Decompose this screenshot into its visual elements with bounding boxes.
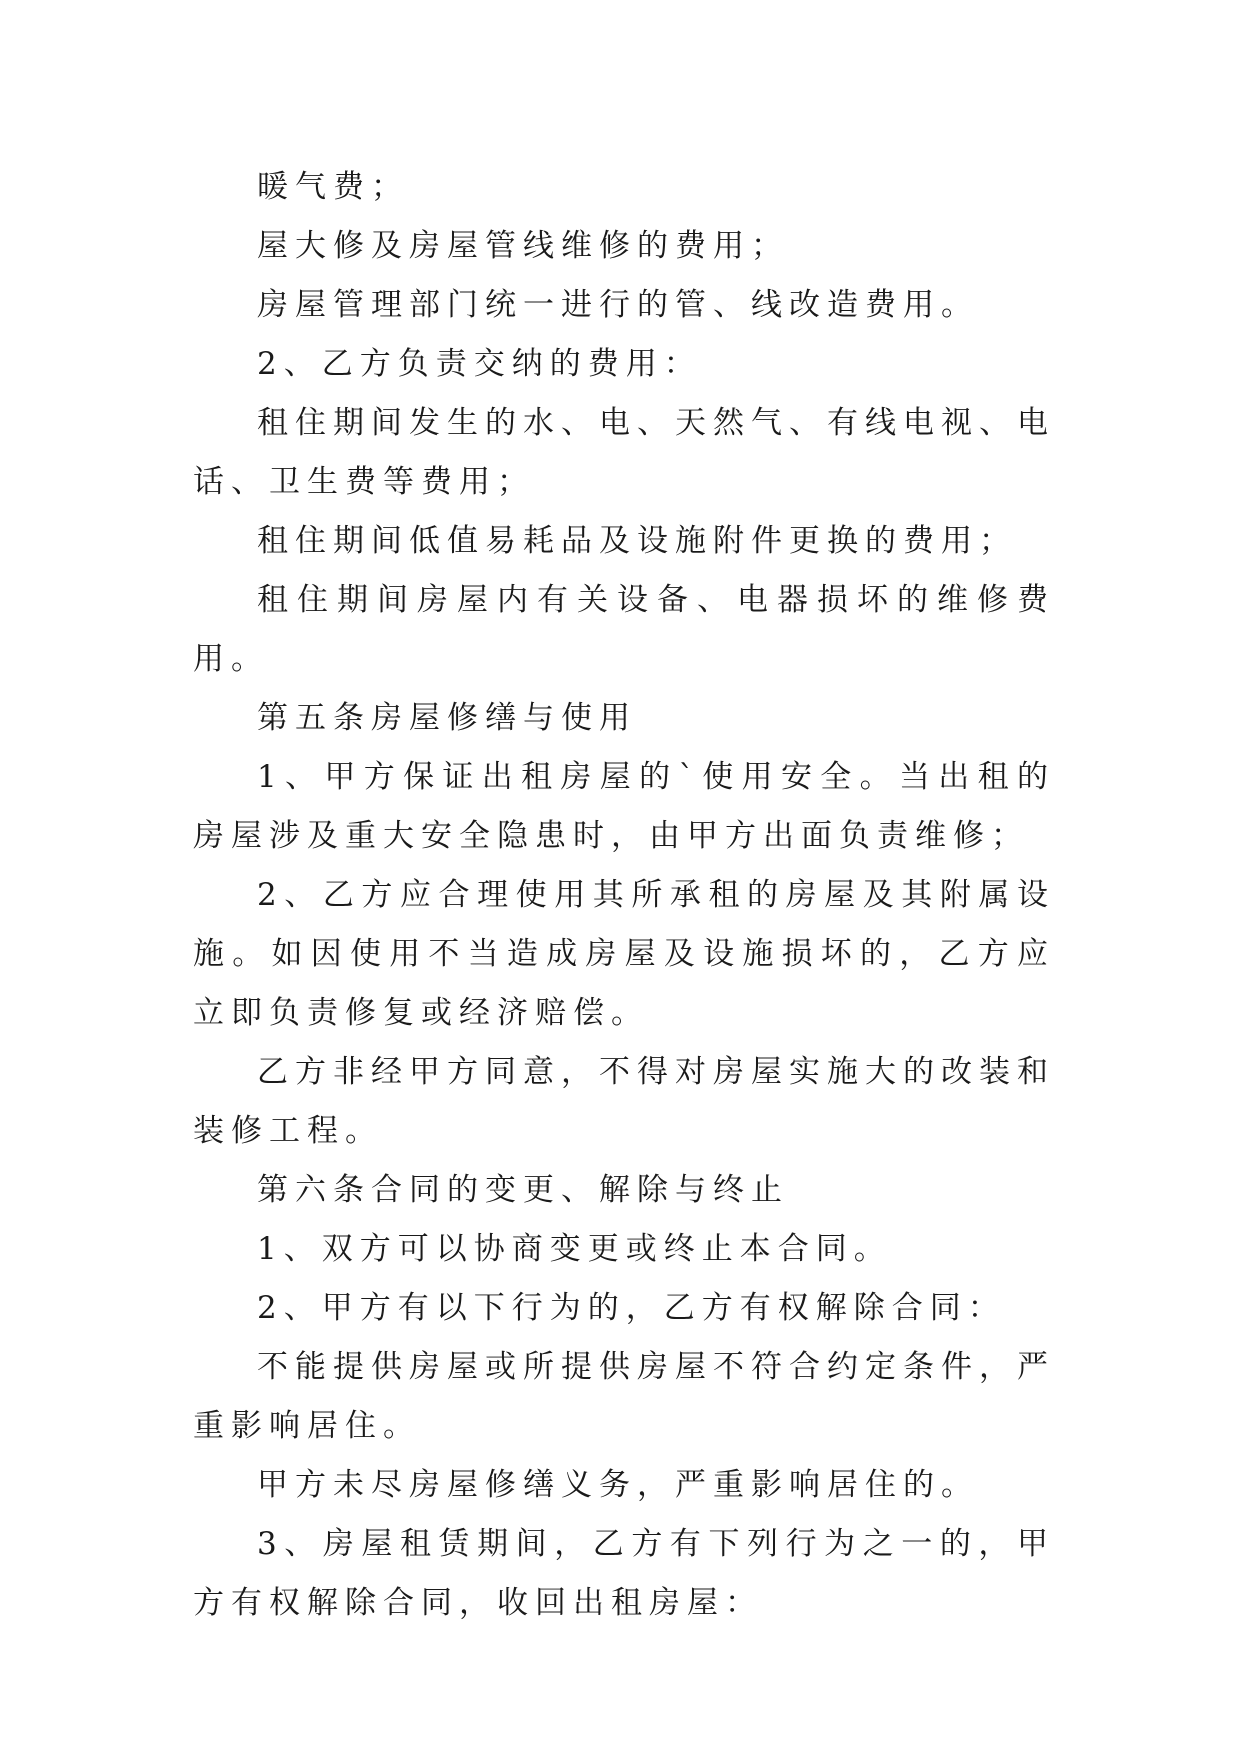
- paragraph: 屋大修及房屋管线维修的费用；: [257, 228, 789, 264]
- paragraph: 1、双方可以协商变更或终止本合同。: [257, 1231, 892, 1267]
- paragraph: 2、乙方负责交纳的费用：: [257, 346, 702, 382]
- section-heading: 第六条合同的变更、解除与终止: [257, 1172, 789, 1208]
- paragraph: 1、甲方保证出租房屋的`使用安全。当出租的房屋涉及重大安全隐患时，由甲方出面负责维修；: [193, 759, 1055, 854]
- paragraph: 乙方非经甲方同意，不得对房屋实施大的改装和装修工程。: [193, 1054, 1055, 1149]
- paragraph: 租住期间房屋内有关设备、电器损坏的维修费用。: [193, 582, 1055, 677]
- section-heading: 第五条房屋修缮与使用: [257, 700, 637, 736]
- paragraph: 租住期间低值易耗品及设施附件更换的费用；: [257, 523, 1017, 559]
- paragraph: 2、乙方应合理使用其所承租的房屋及其附属设施。如因使用不当造成房屋及设施损坏的，乙方应立即负责修复或经济赔偿。: [193, 877, 1055, 1031]
- paragraph: 不能提供房屋或所提供房屋不符合约定条件，严重影响居住。: [193, 1349, 1055, 1444]
- paragraph: 甲方未尽房屋修缮义务，严重影响居住的。: [257, 1467, 979, 1503]
- paragraph: 租住期间发生的水、电、天然气、有线电视、电话、卫生费等费用；: [193, 405, 1055, 500]
- paragraph: 3、房屋租赁期间，乙方有下列行为之一的，甲方有权解除合同，收回出租房屋：: [193, 1526, 1055, 1621]
- document-body: [193, 158, 1055, 1633]
- paragraph: 暖气费；: [257, 169, 409, 205]
- paragraph: 2、甲方有以下行为的，乙方有权解除合同：: [257, 1290, 1006, 1326]
- paragraph: 房屋管理部门统一进行的管、线改造费用。: [257, 287, 979, 323]
